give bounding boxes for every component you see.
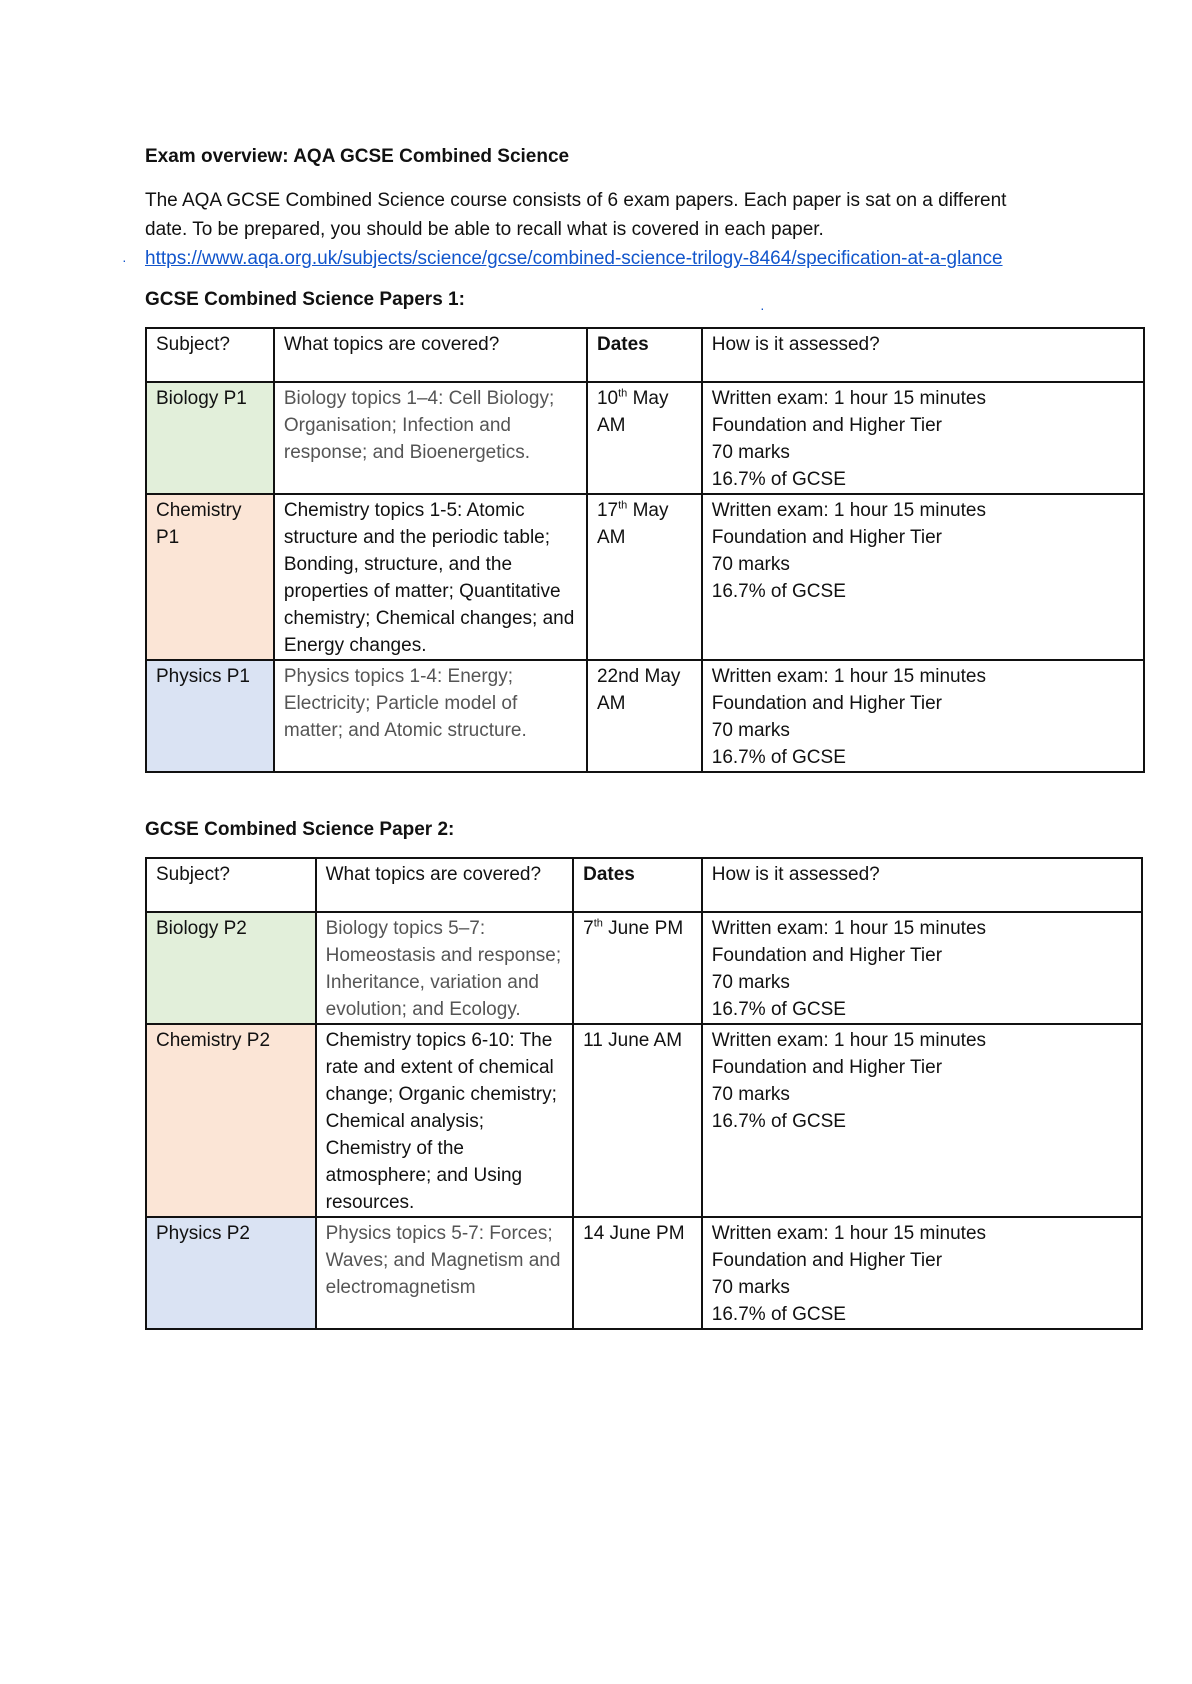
subject-cell: Physics P1 <box>146 660 274 772</box>
header-subject: Subject? <box>146 328 274 382</box>
papers1-heading: GCSE Combined Science Papers 1: <box>145 289 465 310</box>
assessment-cell: Written exam: 1 hour 15 minutes Foundation and Higher Tier 70 marks 16.7% of GCSE <box>702 494 1144 660</box>
date-cell: 7th June PM <box>573 912 702 1024</box>
specification-link[interactable]: https://www.aqa.org.uk/subjects/science/gcse/combined-science-trilogy-8464/specification-at-a-glance <box>145 248 1003 269</box>
date-cell: 22nd May AM <box>587 660 702 772</box>
subject-cell: Chemistry P2 <box>146 1024 316 1217</box>
header-subject: Subject? <box>146 858 316 912</box>
date-cell: 17th May AM <box>587 494 702 660</box>
header-dates: Dates <box>587 328 702 382</box>
table-row <box>146 382 1144 494</box>
document-title: Exam overview: AQA GCSE Combined Science <box>145 146 570 167</box>
header-assessment: How is it assessed? <box>702 328 1144 382</box>
topics-cell: Physics topics 1-4: Energy; Electricity; Particle model of matter; and Atomic structure. <box>274 660 587 772</box>
topics-cell: Chemistry topics 6-10: The rate and extent of chemical change; Organic chemistry; Chemical analysis; Chemistry of the atmosphere; and Using resources. <box>316 1024 574 1217</box>
table-row <box>146 1217 1142 1329</box>
subject-cell: Biology P1 <box>146 382 274 494</box>
decorative-dot: · <box>122 252 127 268</box>
document-page <box>145 136 1145 1330</box>
table-header-row <box>146 328 1144 382</box>
topics-cell: Chemistry topics 1-5: Atomic structure and the periodic table; Bonding, structure, and the properties of matter; Quantitative chemistry; Chemical changes; and Energy changes. <box>274 494 587 660</box>
papers1-table <box>145 327 1145 773</box>
date-cell: 14 June PM <box>573 1217 702 1329</box>
table-row <box>146 660 1144 772</box>
assessment-cell: Written exam: 1 hour 15 minutes Foundation and Higher Tier 70 marks 16.7% of GCSE <box>702 382 1144 494</box>
table-row <box>146 1024 1142 1217</box>
table-row <box>146 494 1144 660</box>
topics-cell: Physics topics 5-7: Forces; Waves; and Magnetism and electromagnetism <box>316 1217 574 1329</box>
table-row <box>146 912 1142 1024</box>
assessment-cell: Written exam: 1 hour 15 minutes Foundation and Higher Tier 70 marks 16.7% of GCSE <box>702 912 1142 1024</box>
date-cell: 10th May AM <box>587 382 702 494</box>
intro-paragraph: The AQA GCSE Combined Science course consists of 6 exam papers. Each paper is sat on a different date. To be prepared, you should be able to recall what is covered in each paper. <box>145 190 1007 240</box>
assessment-cell: Written exam: 1 hour 15 minutes Foundation and Higher Tier 70 marks 16.7% of GCSE <box>702 1024 1142 1217</box>
topics-cell: Biology topics 1–4: Cell Biology; Organisation; Infection and response; and Bioenergetics. <box>274 382 587 494</box>
papers2-table <box>145 857 1143 1330</box>
decorative-dot: · <box>760 300 765 316</box>
assessment-cell: Written exam: 1 hour 15 minutes Foundation and Higher Tier 70 marks 16.7% of GCSE <box>702 1217 1142 1329</box>
subject-cell: Chemistry P1 <box>146 494 274 660</box>
assessment-cell: Written exam: 1 hour 15 minutes Foundation and Higher Tier 70 marks 16.7% of GCSE <box>702 660 1144 772</box>
papers2-heading: GCSE Combined Science Paper 2: <box>145 819 455 840</box>
subject-cell: Biology P2 <box>146 912 316 1024</box>
header-topics: What topics are covered? <box>316 858 574 912</box>
header-dates: Dates <box>573 858 702 912</box>
topics-cell: Biology topics 5–7: Homeostasis and response; Inheritance, variation and evolution; and Ecology. <box>316 912 574 1024</box>
date-cell: 11 June AM <box>573 1024 702 1217</box>
header-assessment: How is it assessed? <box>702 858 1142 912</box>
table-header-row <box>146 858 1142 912</box>
subject-cell: Physics P2 <box>146 1217 316 1329</box>
header-topics: What topics are covered? <box>274 328 587 382</box>
